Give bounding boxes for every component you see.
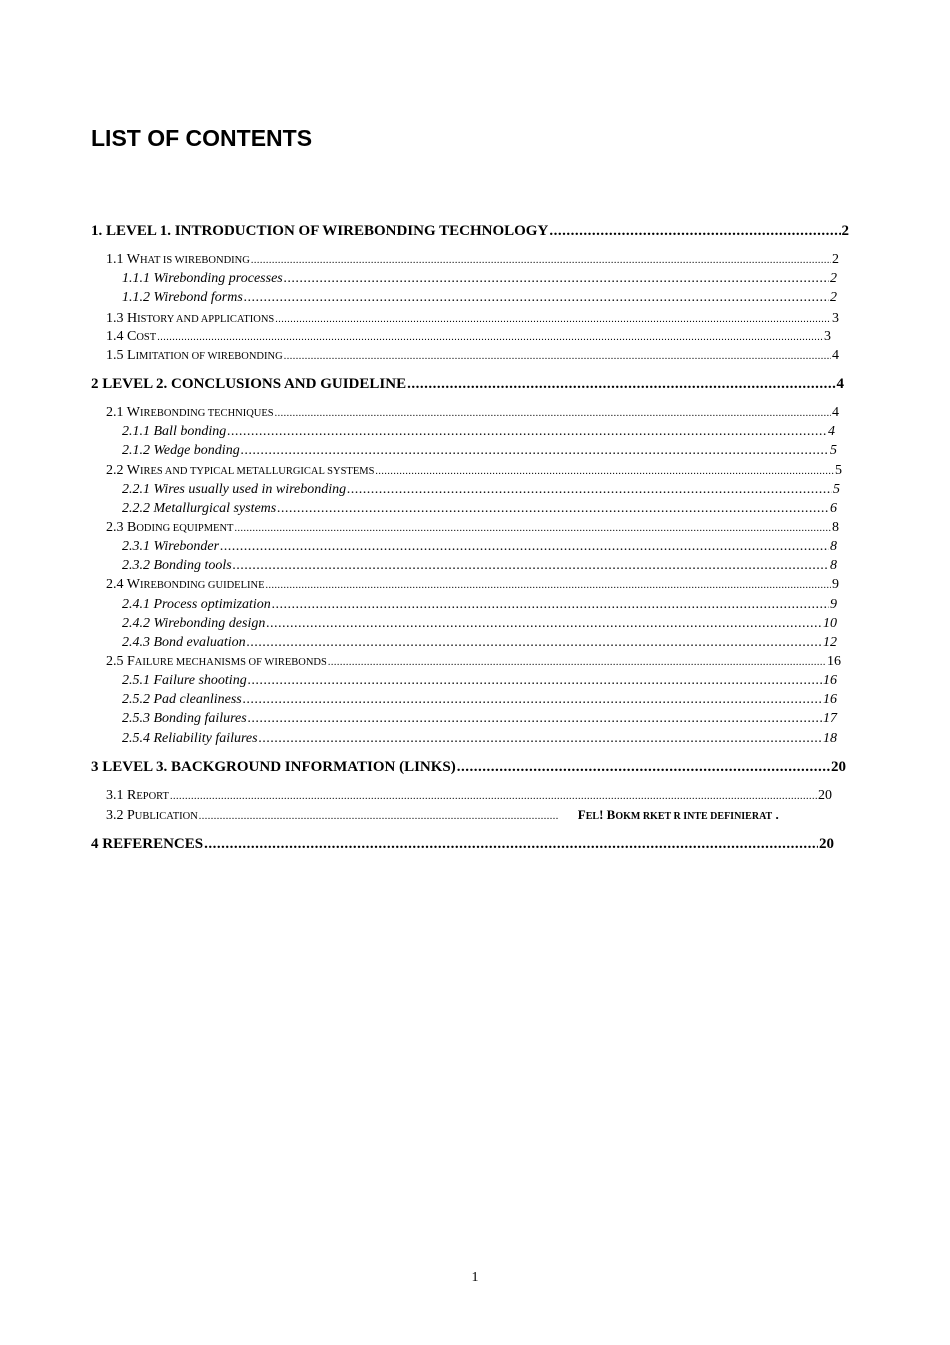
toc-entry-label: 1. LEVEL 1. INTRODUCTION OF WIREBONDING TECHNOLOGY — [91, 223, 549, 239]
toc-entry-label: 3 LEVEL 3. BACKGROUND INFORMATION (LINKS) — [91, 759, 456, 775]
toc-entry-page: 2 — [841, 223, 849, 239]
toc-entry-page: 9 — [832, 577, 839, 592]
toc-entry-subsection[interactable] — [122, 616, 837, 632]
toc-entry-label: 4 REFERENCES — [91, 836, 204, 852]
toc-entry-level-3[interactable] — [91, 759, 846, 776]
toc-entry-label: 2.1.2 Wedge bonding — [122, 443, 240, 458]
toc-entry-page: 12 — [823, 635, 837, 650]
dot-leader — [375, 466, 834, 477]
toc-entry-section[interactable] — [106, 329, 831, 345]
toc-entry-subsection[interactable] — [122, 731, 837, 747]
toc-entry-page: 8 — [830, 558, 837, 573]
toc-entry-page: 20 — [819, 836, 834, 852]
toc-entry-label: 2.4.2 Wirebonding design — [122, 616, 266, 631]
toc-entry-section[interactable] — [106, 405, 839, 421]
toc-entry-label: 2.5.4 Reliability failures — [122, 731, 258, 746]
toc-entry-page: 2 — [830, 271, 837, 286]
toc-entry-page: 5 — [830, 443, 837, 458]
toc-entry-label: 1.1.2 Wirebond forms — [122, 290, 243, 305]
toc-entry-level-2[interactable] — [91, 376, 844, 393]
toc-entry-subsection[interactable] — [122, 290, 837, 306]
toc-entry-subsection[interactable] — [122, 424, 835, 440]
toc-entry-label: 2.3.2 Bonding tools — [122, 558, 232, 573]
toc-entry-page: 4 — [832, 405, 839, 420]
dot-leader — [251, 255, 831, 266]
dot-leader — [457, 759, 830, 776]
page-title: LIST OF CONTENTS — [91, 125, 313, 151]
toc-entry-label: 3.2 PUBLICATION — [106, 808, 198, 823]
toc-entry-subsection[interactable] — [122, 711, 837, 727]
dot-leader — [247, 635, 822, 651]
dot-leader — [277, 501, 829, 517]
toc-entry-label: 1.1 WHAT IS WIREBONDING — [106, 252, 250, 267]
toc-entry-page: 4 — [836, 376, 844, 392]
toc-entry-page: 2 — [830, 290, 837, 305]
page-number: 1 — [471, 1270, 479, 1285]
toc-entry-label: 2.2.1 Wires usually used in wirebonding — [122, 482, 347, 497]
toc-entry-page: 5 — [835, 463, 842, 478]
toc-entry-label: 2.4.1 Process optimization — [122, 597, 271, 612]
dot-leader — [347, 482, 832, 498]
toc-entry-label: 2.5.1 Failure shooting — [122, 673, 247, 688]
toc-entry-subsection[interactable] — [122, 673, 837, 689]
toc-entry-subsection[interactable] — [122, 482, 840, 498]
dot-leader — [233, 558, 829, 574]
toc-entry-label: 1.5 LIMITATION OF WIREBONDING — [106, 348, 283, 363]
toc-entry-page: 20 — [818, 788, 832, 803]
toc-entry-section[interactable] — [106, 311, 839, 327]
bookmark-error-text: FEL! BOKM RKET R INTE DEFINIERAT . — [577, 807, 779, 822]
dot-leader — [328, 657, 826, 668]
toc-entry-label: 2.3 BODING EQUIPMENT — [106, 520, 234, 535]
dot-leader — [259, 731, 822, 747]
toc-entry-section-error[interactable] — [106, 807, 862, 824]
dot-leader — [234, 523, 831, 534]
toc-entry-page: 16 — [823, 673, 837, 688]
dot-leader — [220, 539, 829, 555]
toc-entry-section[interactable] — [106, 463, 842, 479]
dot-leader — [549, 223, 840, 240]
toc-entry-section[interactable] — [106, 252, 839, 268]
toc-entry-label: 2.4 WIREBONDING GUIDELINE — [106, 577, 265, 592]
toc-entry-label: 2.3.1 Wirebonder — [122, 539, 220, 554]
toc-entry-page: 3 — [824, 329, 831, 344]
toc-entry-section[interactable] — [106, 654, 841, 670]
toc-entry-label: 2 LEVEL 2. CONCLUSIONS AND GUIDELINE — [91, 376, 407, 392]
dot-leader — [407, 376, 835, 393]
toc-entry-page: 18 — [823, 731, 837, 746]
toc-entry-level-1[interactable] — [91, 223, 849, 240]
toc-entry-label: 3.1 REPORT — [106, 788, 169, 803]
dot-leader — [248, 711, 822, 727]
toc-entry-section[interactable] — [106, 348, 839, 364]
toc-entry-page: 10 — [823, 616, 837, 631]
dot-leader — [199, 811, 559, 822]
toc-entry-page: 5 — [833, 482, 840, 497]
toc-entry-page: 17 — [823, 711, 837, 726]
toc-entry-page: 16 — [823, 692, 837, 707]
toc-entry-section[interactable] — [106, 577, 839, 593]
toc-entry-subsection[interactable] — [122, 443, 837, 459]
toc-entry-subsection[interactable] — [122, 635, 837, 651]
toc-entry-page: 8 — [832, 520, 839, 535]
toc-entry-label: 2.1 WIREBONDING TECHNIQUES — [106, 405, 274, 420]
toc-entry-label: 2.2 WIRES AND TYPICAL METALLURGICAL SYSTEMS — [106, 463, 375, 478]
dot-leader — [284, 351, 831, 362]
toc-entry-subsection[interactable] — [122, 692, 837, 708]
toc-entry-label: 1.4 COST — [106, 329, 157, 344]
toc-entry-section[interactable] — [106, 788, 832, 804]
toc-entry-subsection[interactable] — [122, 558, 837, 574]
toc-entry-section[interactable] — [106, 520, 839, 536]
toc-entry-label: 2.5 FAILURE MECHANISMS OF WIREBONDS — [106, 654, 327, 669]
toc-entry-page: 2 — [832, 252, 839, 267]
toc-entry-subsection[interactable] — [122, 271, 837, 287]
dot-leader — [266, 580, 832, 591]
dot-leader — [284, 271, 829, 287]
dot-leader — [157, 332, 823, 343]
toc-entry-subsection[interactable] — [122, 539, 837, 555]
toc-entry-label: 1.1.1 Wirebonding processes — [122, 271, 283, 286]
dot-leader — [243, 692, 822, 708]
toc-entry-label: 2.4.3 Bond evaluation — [122, 635, 246, 650]
toc-entry-page: 6 — [830, 501, 837, 516]
toc-entry-label: 2.5.3 Bonding failures — [122, 711, 247, 726]
dot-leader — [244, 290, 829, 306]
dot-leader — [248, 673, 822, 689]
toc-entry-label: 2.5.2 Pad cleanliness — [122, 692, 242, 707]
dot-leader — [266, 616, 822, 632]
toc-entry-label: 2.1.1 Ball bonding — [122, 424, 227, 439]
toc-entry-subsection[interactable] — [122, 501, 837, 517]
toc-entry-label: 1.3 HISTORY AND APPLICATIONS — [106, 311, 275, 326]
toc-entry-page: 4 — [828, 424, 835, 439]
toc-entry-page: 16 — [827, 654, 841, 669]
toc-entry-page: 20 — [831, 759, 846, 775]
toc-entry-label: 2.2.2 Metallurgical systems — [122, 501, 277, 516]
dot-leader — [170, 791, 817, 802]
dot-leader — [204, 836, 818, 853]
toc-entry-level-4[interactable] — [91, 836, 834, 853]
toc-entry-page: 9 — [830, 597, 837, 612]
toc-entry-subsection[interactable] — [122, 597, 837, 613]
dot-leader — [272, 597, 829, 613]
dot-leader — [241, 443, 829, 459]
dot-leader — [275, 408, 831, 419]
dot-leader — [275, 314, 831, 325]
toc-entry-page: 3 — [832, 311, 839, 326]
toc-entry-page: 4 — [832, 348, 839, 363]
toc-entry-page: 8 — [830, 539, 837, 554]
dot-leader — [227, 424, 827, 440]
